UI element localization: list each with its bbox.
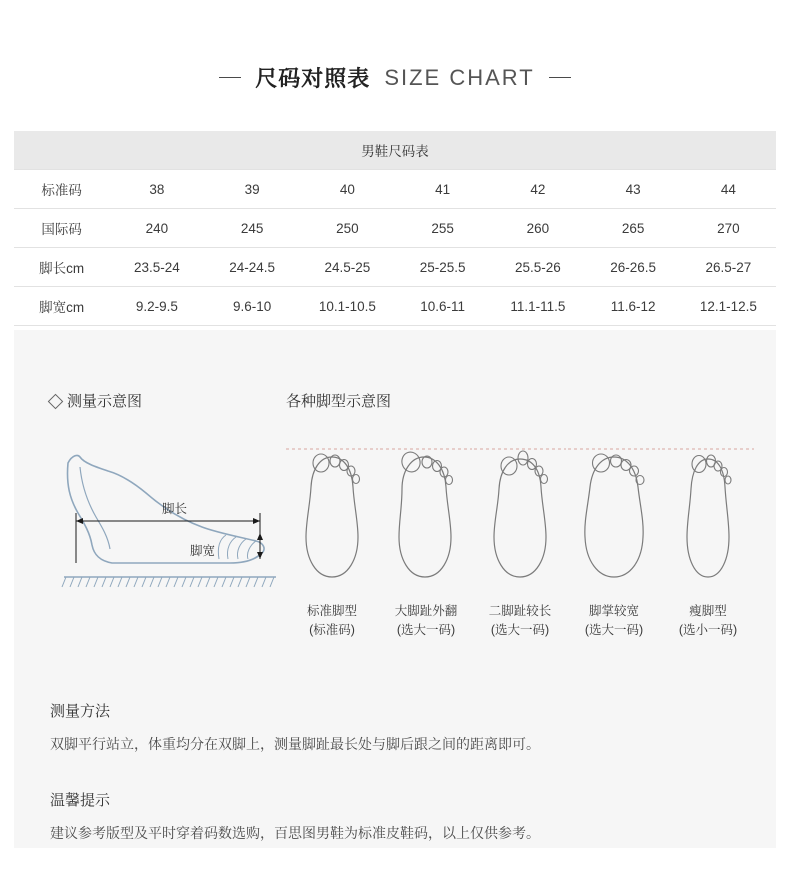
table-cell: 11.6-12 xyxy=(586,287,681,326)
foot-type-name: 大脚趾外翻 xyxy=(394,604,458,618)
foot-length-label: 脚长 xyxy=(162,502,188,516)
foot-narrow-icon xyxy=(662,429,754,589)
foot-standard-icon xyxy=(286,429,378,589)
foot-type-name: 脚掌较宽 xyxy=(588,604,639,618)
foot-type-name: 二脚趾较长 xyxy=(488,604,552,618)
table-cell: 255 xyxy=(395,209,490,248)
title-dash-right xyxy=(549,77,571,78)
table-cell: 240 xyxy=(109,209,204,248)
row-label: 国际码 xyxy=(14,209,109,248)
foot-type-name: 标准脚型 xyxy=(306,604,357,618)
foot-type-item xyxy=(380,429,472,640)
table-cell: 26-26.5 xyxy=(586,248,681,287)
foot-type-caption xyxy=(568,602,660,640)
table-cell: 38 xyxy=(109,170,204,209)
foot-type-note: (选大一码) xyxy=(584,623,644,637)
table-cell: 43 xyxy=(586,170,681,209)
foot-bunion-icon xyxy=(380,429,472,589)
table-cell: 25-25.5 xyxy=(395,248,490,287)
title-dash-left xyxy=(219,77,241,78)
foot-type-caption xyxy=(474,602,566,640)
foot-measure-illustration xyxy=(50,437,290,597)
foot-side-view-svg xyxy=(50,437,290,607)
foot-type-note: (选小一码) xyxy=(678,623,738,637)
table-caption: 男鞋尺码表 xyxy=(14,131,776,170)
table-cell: 10.1-10.5 xyxy=(300,287,395,326)
foot-type-caption xyxy=(286,602,378,640)
foot-type-item xyxy=(568,429,660,640)
row-label: 脚宽cm xyxy=(14,287,109,326)
foot-types-row xyxy=(286,429,756,640)
table-cell: 265 xyxy=(586,209,681,248)
table-caption-row xyxy=(14,131,776,170)
table-cell: 270 xyxy=(681,209,776,248)
table-cell: 24-24.5 xyxy=(205,248,300,287)
table-cell: 40 xyxy=(300,170,395,209)
foot-type-item xyxy=(474,429,566,640)
size-table xyxy=(14,131,776,326)
info-panel xyxy=(14,330,776,848)
foot-type-note: (选大一码) xyxy=(396,623,456,637)
measure-method-title: 测量方法 xyxy=(50,703,111,720)
table-cell: 23.5-24 xyxy=(109,248,204,287)
measure-diagram-title: 测量示意图 xyxy=(67,393,143,410)
foot-type-note: (标准码) xyxy=(309,623,355,637)
size-table-wrap xyxy=(14,131,776,326)
table-cell: 9.6-10 xyxy=(205,287,300,326)
foot-type-caption xyxy=(380,602,472,640)
measure-diagram-block xyxy=(50,390,300,597)
foot-type-caption xyxy=(662,602,754,640)
table-cell: 44 xyxy=(681,170,776,209)
row-label: 脚长cm xyxy=(14,248,109,287)
diamond-icon xyxy=(48,393,64,409)
table-cell: 41 xyxy=(395,170,490,209)
table-cell: 9.2-9.5 xyxy=(109,287,204,326)
foot-types-title: 各种脚型示意图 xyxy=(286,393,392,410)
page-title-cn: 尺码对照表 xyxy=(255,66,371,91)
foot-type-item xyxy=(662,429,754,640)
foot-types-block xyxy=(286,390,756,640)
table-cell: 11.1-11.5 xyxy=(490,287,585,326)
table-row xyxy=(14,209,776,248)
measure-method-text: 双脚平行站立，体重均分在双脚上，测量脚趾最长处与脚后跟之间的距离即可。 xyxy=(50,736,540,752)
tips-text: 建议参考版型及平时穿着码数选购，百思图男鞋为标准皮鞋码，以上仅供参考。 xyxy=(50,825,540,841)
foot-type-item xyxy=(286,429,378,640)
row-label: 标准码 xyxy=(14,170,109,209)
table-cell: 24.5-25 xyxy=(300,248,395,287)
tips-title: 温馨提示 xyxy=(50,792,111,809)
foot-long-second-toe-icon xyxy=(474,429,566,589)
table-cell: 12.1-12.5 xyxy=(681,287,776,326)
table-cell: 39 xyxy=(205,170,300,209)
table-cell: 25.5-26 xyxy=(490,248,585,287)
table-row xyxy=(14,170,776,209)
table-row xyxy=(14,248,776,287)
table-cell: 42 xyxy=(490,170,585,209)
table-cell: 245 xyxy=(205,209,300,248)
foot-type-name: 瘦脚型 xyxy=(689,604,727,618)
table-cell: 250 xyxy=(300,209,395,248)
notes-block xyxy=(50,700,750,878)
foot-width-label: 脚宽 xyxy=(190,544,216,558)
measure-diagram-heading xyxy=(50,390,300,411)
foot-type-note: (选大一码) xyxy=(490,623,550,637)
table-cell: 10.6-11 xyxy=(395,287,490,326)
foot-wide-sole-icon xyxy=(568,429,660,589)
page-title xyxy=(0,0,790,93)
page-title-en: SIZE CHART xyxy=(384,64,535,90)
table-cell: 260 xyxy=(490,209,585,248)
table-cell: 26.5-27 xyxy=(681,248,776,287)
table-row xyxy=(14,287,776,326)
